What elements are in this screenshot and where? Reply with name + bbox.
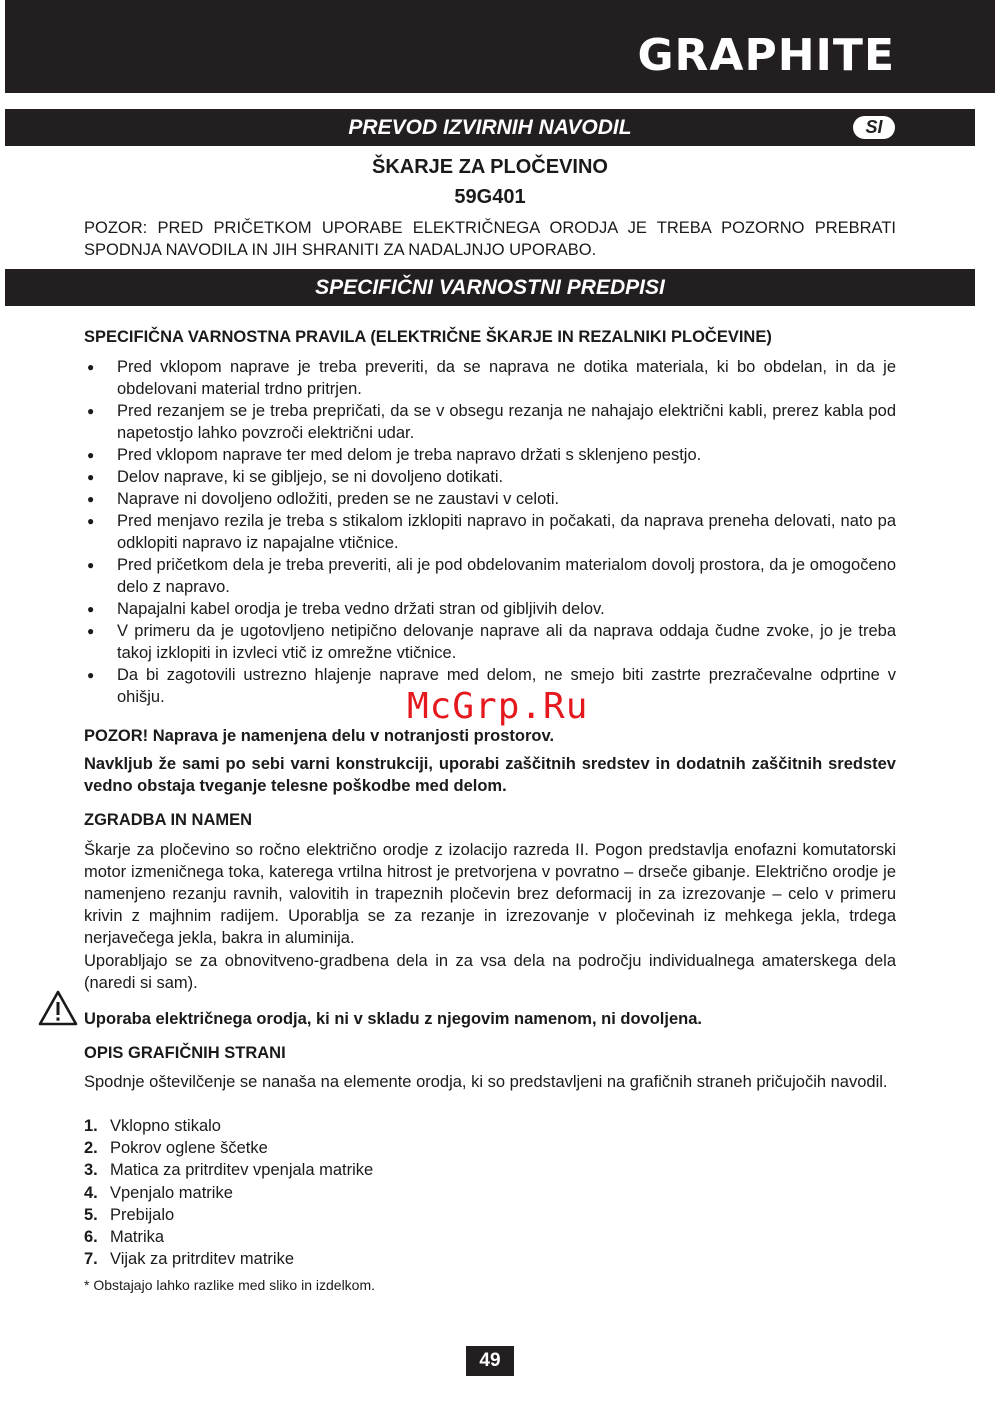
construction-text: Škarje za pločevino so ročno električno orodje z izolacijo razreda II. Pogon predstavlja enofazni komutatorski motor izmeničnega toka, katerega vrtilna hitrost je pretvorjena v povratno – drseče gibanje. Električno orodje je namenjeno rezanju ravnih, valovitih in trapeznih pločevin brez deformacij in za izrezovanje – celo v primeru krivin z majhnim radijem. Uporablja se za rezanje in izrezovanje v pločevinah iz mehkega jekla, trdega nerjavečega jekla, bakra in aluminija. <box>84 841 896 947</box>
image-footnote: * Obstajajo lahko razlike med sliko in izdelkom. <box>84 1277 376 1293</box>
indoor-note: POZOR! Naprava je namenjena delu v notranjosti prostorov. <box>84 727 555 745</box>
part-number: 2. <box>84 1139 98 1158</box>
list-item: ● Pred menjavo rezila je treba s stikalom izklopiti napravo in počakati, da naprava preneha delovati, nato pa odklopiti napravo iz napajalne vtičnice. <box>84 510 896 554</box>
safety-rules-list <box>84 356 896 708</box>
part-label: Pokrov oglene ščetke <box>110 1139 268 1158</box>
list-item: ● Da bi zagotovili ustrezno hlajenje naprave med delom, ne smejo biti zastrte prezračevalne odprtine v ohišju. <box>84 664 896 708</box>
list-item: ● Delov naprave, ki se gibljejo, se ni dovoljeno dotikati. <box>84 466 896 488</box>
list-item: ● Naprave ni dovoljeno odložiti, preden se ne zaustavi v celoti. <box>84 488 896 510</box>
list-item: ● Pred vklopom naprave ter med delom je treba napravo držati s sklenjeno pestjo. <box>84 444 896 466</box>
misuse-warning: Uporaba električnega orodja, ki ni v skladu z njegovim namenom, ni dovoljena. <box>84 1010 702 1028</box>
part-number: 4. <box>84 1183 98 1202</box>
list-item: ● Pred rezanjem se je treba prepričati, da se v obsegu rezanja ne nahajajo električni kabli, prerez kabla pod napetostjo lahko povzroči električni udar. <box>84 400 896 444</box>
list-item <box>84 1226 373 1248</box>
safety-heading: SPECIFIČNA VARNOSTNA PRAVILA (ELEKTRIČNE ŠKARJE IN REZALNIKI PLOČEVINE) <box>84 328 772 346</box>
part-label: Matrika <box>110 1228 165 1247</box>
list-item <box>84 1248 373 1270</box>
part-number: 1. <box>84 1117 98 1135</box>
section-band-safety <box>5 269 975 306</box>
construction-heading: ZGRADBA IN NAMEN <box>84 811 253 829</box>
residual-risk-note: Navkljub že sami po sebi varni konstrukciji, uporabi zaščitnih sredstev in dodatnih zaščitnih sredstev vedno obstaja tveganje telesne poškodbe med delom. <box>84 755 896 795</box>
list-item: ● Pred pričetkom dela je treba preveriti, ali je pod obdelovanim materialom dovolj prostora, da je omogočeno delo z napravo. <box>84 554 896 598</box>
section-title: SPECIFIČNI VARNOSTNI PREDPISI <box>315 276 665 299</box>
part-number: 6. <box>84 1228 98 1247</box>
graphics-heading: OPIS GRAFIČNIH STRANI <box>84 1044 286 1062</box>
language-badge: SI <box>853 116 895 139</box>
product-name: ŠKARJE ZA PLOČEVINO <box>372 156 608 178</box>
part-label: Vklopno stikalo <box>110 1117 221 1135</box>
product-code: 59G401 <box>454 186 526 208</box>
part-label: Prebijalo <box>110 1205 175 1224</box>
usage-text: Uporabljajo se za obnovitveno-gradbena dela in za vsa dela na področju individualnega amaterskega dela (naredi si sam). <box>84 952 896 992</box>
part-label: Vpenjalo matrike <box>110 1183 233 1202</box>
part-label: Vijak za pritrditev matrike <box>110 1250 295 1269</box>
part-number: 3. <box>84 1161 98 1180</box>
section-title: PREVOD IZVIRNIH NAVODIL <box>348 116 632 139</box>
brand-logo: GRAPHITE <box>637 30 895 81</box>
list-item <box>84 1159 373 1181</box>
list-item: ● Napajalni kabel orodja je treba vedno držati stran od gibljivih delov. <box>84 598 896 620</box>
part-number: 5. <box>84 1205 98 1224</box>
list-item <box>84 1204 373 1226</box>
graphics-intro: Spodnje oštevilčenje se nanaša na elemente orodja, ki so predstavljeni na grafičnih straneh pričujočih navodil. <box>84 1073 888 1091</box>
parts-list <box>84 1115 373 1270</box>
list-item: ● Pred vklopom naprave je treba preveriti, da se naprava ne dotika materiala, ki bo obdelan, in da je obdelovani material trdno pritrjen. <box>84 356 896 400</box>
intro-warning: POZOR: PRED PRIČETKOM UPORABE ELEKTRIČNEGA ORODJA JE TREBA POZORNO PREBRATI SPODNJA NAVODILA IN JIH SHRANITI ZA NADALJNJO UPORABO. <box>84 219 896 259</box>
part-number: 7. <box>84 1250 98 1269</box>
warning-triangle-icon <box>38 990 78 1026</box>
watermark: McGrp.Ru <box>407 686 589 727</box>
list-item <box>84 1182 373 1204</box>
header-bar <box>5 0 995 93</box>
part-label: Matica za pritrditev vpenjala matrike <box>110 1161 374 1180</box>
list-item: ● V primeru da je ugotovljeno netipično delovanje naprave ali da naprava oddaja čudne zvoke, jo je treba takoj izklopiti in izvleci vtič iz omrežne vtičnice. <box>84 620 896 664</box>
page-number: 49 <box>466 1346 514 1376</box>
list-item <box>84 1115 373 1137</box>
section-band-translation <box>5 109 975 146</box>
list-item <box>84 1137 373 1159</box>
